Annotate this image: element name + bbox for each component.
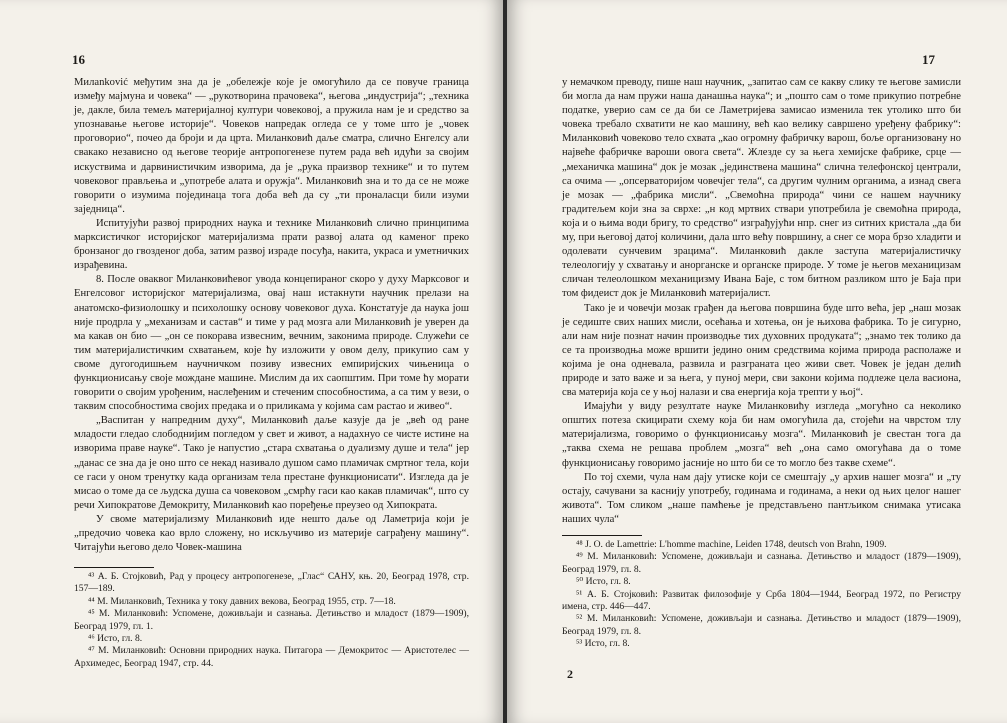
paragraph: Испитујући развој природних наука и технике Миланковић слично принципима марксистичког историјског материјализма прати развој алата од каменог преко бронзаног до гвозденог доба, затим развој израде посуђа, накита, украса и уметничких израђевина. — [74, 217, 469, 272]
footnote: ⁴⁵ М. Миланковић: Успомене, доживљаји и сазнања. Детињство и младост (1879—1909), Београд 1979, гл. 1. — [74, 608, 469, 632]
paragraph: у немачком преводу, пише наш научник, „запитао сам се какву слику те његове замисли би могла да нам пружи наша данашња наука“; и „пошто сам о томе прикупио потребне податке, уверио сам се да би се Ламетријева замисао изменила тек утолико што би човека требало схватити не као машину, већ као велику савршено уређену фабрику“: Миланковић човеково тело схвата „као огромну фабричку варош, боље организовану но највеће фабричке вароши овога света“. Жлезде су за њега хемијске фабрике, срце — „механичка машина“ док је мозак „јединствена машина“ слична телефонској централи, са очима — „опсерваторијом човечјег тела“, са другим чулним органима, а изнад свега је мозак — „фабрика мисли“. „Свемоћна природа“ чини се нашем научнику градитељем који зна за сврхе: „н код мртвих ствари употребила је свемоћна природа, која и о њима води бригу, то средство“ изграђујући нпр. снег из ситних кристала „да би му, при његовој датој количини, дала што већу површину, а снег се мора брзо хладити и одолевати сунчевим зрацима“. Миланковић дакле заступа материјалистичку телеологију у схватању и анорганске и органске природе. У томе је његов механицизам сличан телеолошком механицизму Ивана Баје, с том битном разликом што је Баја при том фидеист док је Миланковић материјалист. — [562, 77, 961, 300]
paragraph: У своме материјализму Миланковић иде нешто даље од Ламетрија који је „предочио човека као врло сложену, но искључиво из материје саграђену машину“. Читајући његово дело Човек-машина — [74, 513, 469, 554]
page-number: 16 — [72, 52, 85, 67]
footnotes — [74, 571, 469, 670]
paragraph: 8. После оваквог Миланковићевог увода концепираног скоро у духу Марксовог и Енгелсовог историјског материјализма, овај наш истакнути научник прелази на анатомско-физиолошку и психолошку основу човековог духа. Констатује да наука још није продрла у „механизам и састав“ и тиме у рад мозга али Миланковић је уверен да ма какав он био — „он се покорава извесним, вечним, законима природе. Служећи се тим материјалистичким схватањем, које ћу изложити у овом делу, прикупио сам у своме дугогодишњем научничком позиву извесних емпиријских чињеница о функционисању своје мождане машине. Мислим да их саопштим. При томе ћу морати говорити о својим урођеним, наслеђеним и стеченим способностима, а са тим у вези, о таквим способностима својих предака и о приликама у којима сам растао и живео“. — [74, 274, 469, 413]
footnote: ⁴⁴ М. Миланковић, Техника у току давних векова, Београд 1955, стр. 7—18. — [88, 595, 396, 607]
footnote: ⁵³ Исто, гл. 8. — [576, 638, 630, 650]
footnote: ⁴⁹ М. Миланковић: Успомене, доживљаји и сазнања. Детињство и младост (1879—1909), Београд 1979, гл. 8. — [562, 551, 961, 575]
paragraph: „Васпитан у напредним духу“, Миланковић даље казује да је „већ од ране младости гледао слободнијим погледом у свет и живот, а надахнуо се чисте истине на изворима праве науке“. Тако је напустио „стара схватања о дуализму душе и тела“ јер „данас се зна да је оно што се некад називало душом само пламичак смртног тела, који се гаси у оном тренутку када организам тела престане функционисати“. Изгледа да је мисао о томе да се људска душа са човековом „смрћу гаси као какав пламичак“, што су речи Хипократове Демокриту, Миланковић као поређење преузео од Хипократа. — [74, 415, 469, 511]
paragraph: Тако је и човечји мозак грађен да његова површина буде што већа, јер „наш мозак је седиште свих наших мисли, осећања и хотења, он је њихова фабрика. То је сигурно, али нам није познат начин производње тих духовних продуката“; „знамо тек толико да се та производња може вршити једино оним средствима којима природа располаже и којима је она одневала, развила и разграната цео живи свет. Човек је један делић природе и зато важе и за њега, у пуној мери, сви закони којима подлеже цела васиона, сва материја која се у њој налази и сва енергија која трепти у њој“. — [562, 302, 961, 399]
footnote: ⁵² М. Миланковић: Успомене, доживљаји и сазнања. Детињство и младост (1879—1909), Београд 1979, гл. 8. — [562, 613, 961, 637]
page-number: 17 — [922, 52, 935, 67]
footnote-rule — [74, 567, 154, 568]
footnote: ⁴³ А. Б. Стојковић, Рад у процесу антропогенезе, „Глас“ САНУ, књ. 20, Београд 1978, стр. 157—189. — [74, 571, 469, 595]
body-text — [74, 76, 469, 555]
left-page — [0, 0, 503, 723]
signature-mark: 2 — [567, 667, 573, 681]
footnote-rule — [562, 535, 642, 536]
footnotes — [562, 539, 961, 651]
footnote: ⁴⁷ М. Миланковић: Основни природних наука. Питагора — Демокритос — Аристотелес — Архимедес, Београд 1947, стр. 44. — [74, 645, 469, 669]
footnote: ⁴⁸ J. O. de Lamettrie: L'homme machine, Leiden 1748, deutsch von Brahn, 1909. — [576, 539, 887, 550]
paragraph: Милanković међутим зна да је „обележје које је омогућило да се повуче граница између мајмуна и човека“ — „рукотворина прачовека“, његова „индустрија“; „техника је, дакле, била темељ материјалној култури човековој, а пружила нам је и средство за упознавање његове историје“. Човеков напредак огледа се у томе што је „човек проговорио“, почео да броји и да црта. Миланковић даље сматра, слично Енгелсу али свакако независно од његове теорије антропогенезе путем рада већ идући за својим искуствима и дарвинистичким изворима, да је „рука праизвор технике“ и то путем човековог прављења и „употребе алата и оружја“. Миланковић зна и то да се не може говорити о изумима појединаца тога доба већ да су „ти проналасци били изуми заједница“. — [74, 77, 469, 215]
right-page — [507, 0, 1007, 723]
body-text — [562, 76, 961, 527]
paragraph: Имајући у виду резултате науке Миланковићу изгледа „могућно са неколико општих потеза скицирати схему која би нам омогућила да, стојећи на чврстом тлу материјализма, говоримо о функционисању мозга“. Миланковић је свестан тога да „таква схема не решава проблем „мозга“ већ „она само омогућава да о томе функционисању говоримо јасније но што би се то могло без такве схеме“. — [562, 401, 961, 469]
footnote: ⁵¹ А. Б. Стојковић: Развитак филозофије у Срба 1804—1944, Београд 1972, по Регистру имена, стр. 446—447. — [562, 588, 961, 613]
footnote: ⁵⁰ Исто, гл. 8. — [576, 576, 631, 588]
paragraph: По тој схеми, чула нам дају утиске који се смештају „у архив нашег мозга“ и „ту остају, сачувани за каснију употребу, годинама и годинама, а неки од њих целог нашег живота“. Том сликом „наше памћење је представљено пантљиком снимака утисака наших чула“ — [562, 471, 961, 525]
footnote: ⁴⁶ Исто, гл. 8. — [88, 633, 143, 645]
